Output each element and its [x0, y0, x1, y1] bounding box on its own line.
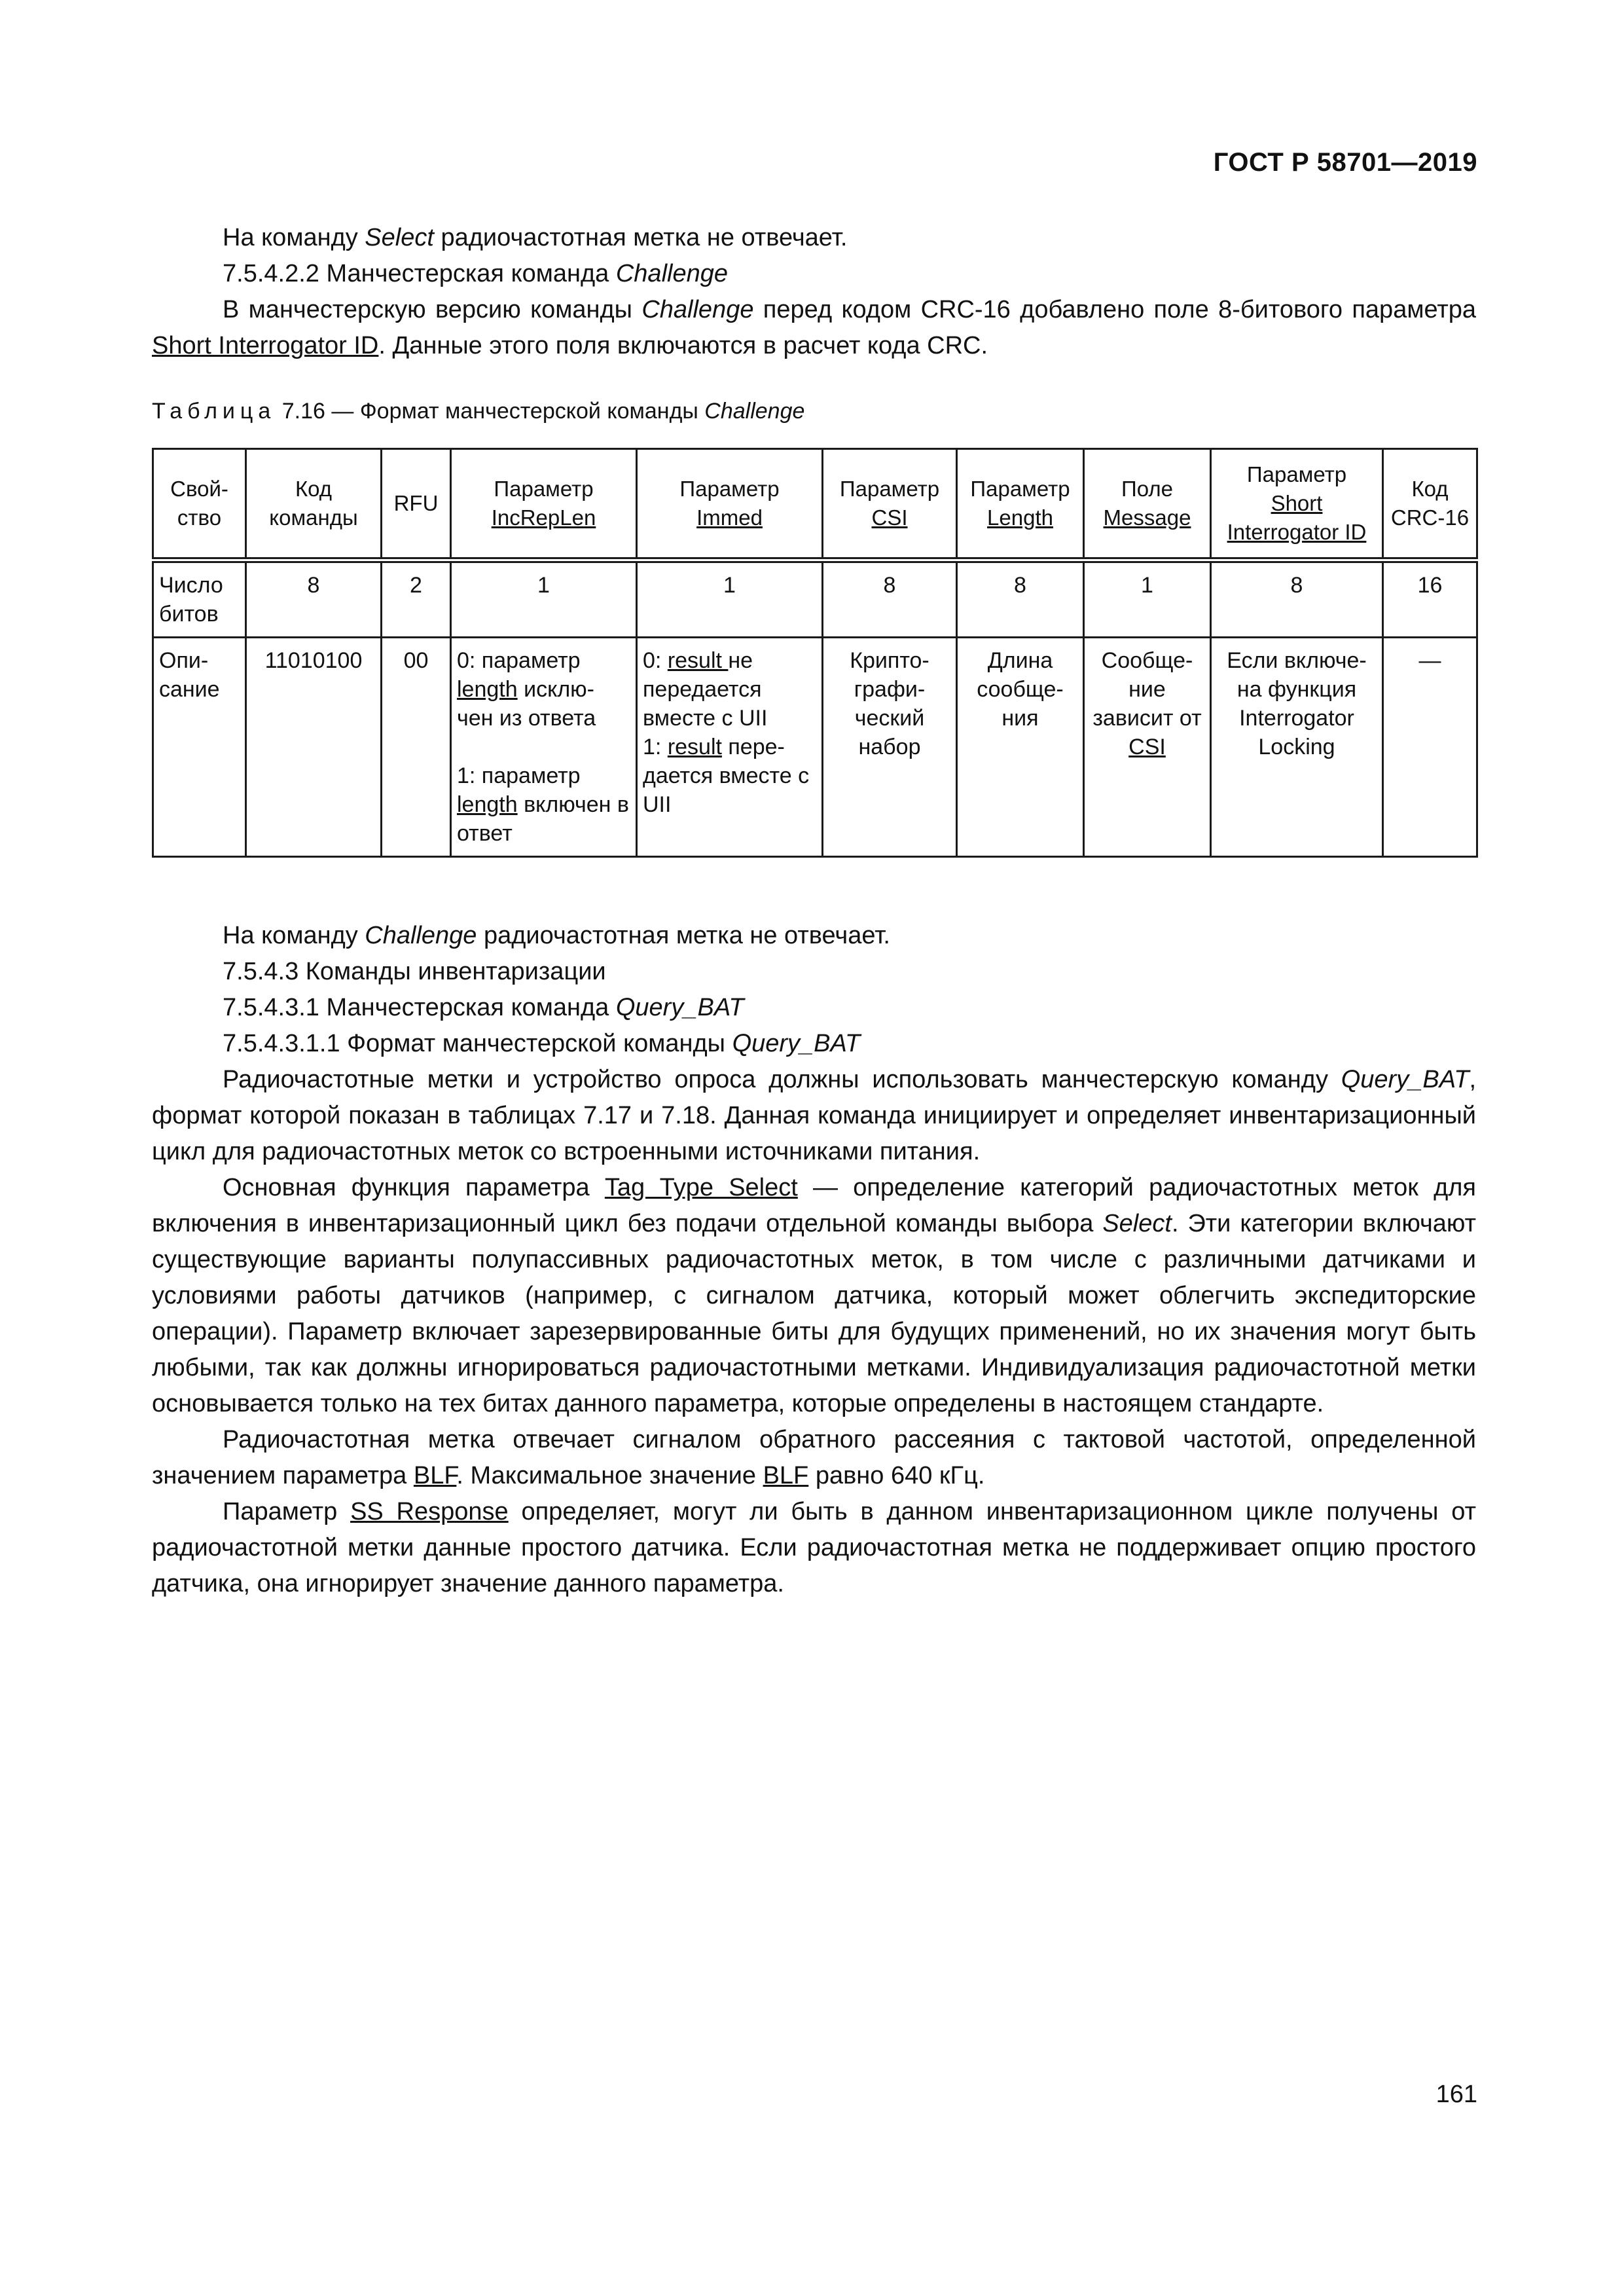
- header-cell: Свой-ство: [153, 449, 246, 560]
- paragraph: Параметр SS Response определяет, могут ли быть в данном инвентаризационном цикле получены от радиочастотной метки данные простого датчика. Если радиочастотная метка не поддерживает опцию простого датчика, она игнорирует значение данного параметра.: [152, 1498, 1476, 1597]
- header-cell: Поле Message: [1084, 449, 1211, 560]
- header-cell: Параметр Length: [957, 449, 1084, 560]
- header-cell: Код CRC-16: [1383, 449, 1477, 560]
- document-header: ГОСТ Р 58701—2019: [1213, 148, 1477, 177]
- body-text: [152, 918, 1476, 1602]
- table-row-description: [153, 638, 1477, 857]
- table-cell: Длина сообще-ния: [957, 638, 1084, 857]
- section-heading: 7.5.4.3.1 Манчестерская команда Query_BAT: [223, 994, 744, 1021]
- table-header-row: [153, 449, 1477, 560]
- table-cell: 2: [382, 560, 451, 638]
- paragraph: Радиочастотные метки и устройство опроса должны использовать манчестерскую команду Query_BAT, формат которой показан в таблицах 7.17 и 7.18. Данная команда инициирует и определяет инвентаризационный цикл для радиочастотных меток со встроенными источниками питания.: [152, 1066, 1476, 1165]
- paragraph: На команду Challenge радиочастотная метка не отвечает.: [223, 922, 890, 949]
- table-cell: Если включе-на функция Interrogator Locking: [1211, 638, 1383, 857]
- page-content: [152, 220, 1476, 1602]
- paragraph: Радиочастотная метка отвечает сигналом обратного рассеяния с тактовой частотой, определенной значением параметра BLF. Максимальное значение BLF равно 640 кГц.: [152, 1426, 1476, 1489]
- table-cell: 11010100: [246, 638, 382, 857]
- table-row-bits: [153, 560, 1477, 638]
- table-cell: —: [1383, 638, 1477, 857]
- table-cell: 00: [382, 638, 451, 857]
- table-cell: 0: result не передается вместе с UII 1: result пере-дается вместе с UII: [637, 638, 823, 857]
- table-cell: 8: [957, 560, 1084, 638]
- table-cell: Число битов: [153, 560, 246, 638]
- table-cell: 1: [637, 560, 823, 638]
- section-heading: 7.5.4.3.1.1 Формат манчестерской команды Query_BAT: [223, 1030, 861, 1057]
- header-cell: Параметр IncRepLen: [451, 449, 637, 560]
- table-cell: Сообще-ние зависит от CSI: [1084, 638, 1211, 857]
- paragraph: Основная функция параметра Tag Type Select — определение категорий радиочастотных меток для включения в инвентаризационный цикл без подачи отдельной команды выбора Select. Эти категории включают существующие варианты полупассивных радиочастотных меток, в том числе с различными датчиками и условиями работы датчиков (например, с сигналом датчика, который может облегчить экспедиторские операции). Параметр включает зарезервированные биты для будущих применений, но их значения могут быть любыми, так как должны игнорироваться радиочастотными метками. Индивидуализация радиочастотной метки основывается только на тех битах данного параметра, которые определены в настоящем стандарте.: [152, 1174, 1476, 1417]
- header-cell: Параметр Short Interrogator ID: [1211, 449, 1383, 560]
- section-heading: 7.5.4.3 Команды инвентаризации: [223, 958, 606, 985]
- table-cell: 16: [1383, 560, 1477, 638]
- table-cell: Крипто-графи-ческий набор: [823, 638, 957, 857]
- page-number: 161: [1435, 2081, 1477, 2108]
- paragraph: На команду Select радиочастотная метка не отвечает.: [223, 224, 848, 251]
- header-cell: Код команды: [246, 449, 382, 560]
- header-cell: RFU: [382, 449, 451, 560]
- table-cell: 0: параметр length исклю-чен из ответа 1: параметр length включен в ответ: [451, 638, 637, 857]
- table-cell: 8: [823, 560, 957, 638]
- header-cell: Параметр CSI: [823, 449, 957, 560]
- table-cell: Опи-сание: [153, 638, 246, 857]
- paragraph: В манчестерскую версию команды Challenge перед кодом CRC-16 добавлено поле 8-битового параметра Short Interrogator ID. Данные этого поля включаются в расчет кода CRC.: [152, 296, 1476, 359]
- table-cell: 8: [1211, 560, 1383, 638]
- table-caption: Таблица 7.16 — Формат манчестерской команды Challenge: [152, 399, 805, 424]
- table-cell: 1: [451, 560, 637, 638]
- table-cell: 1: [1084, 560, 1211, 638]
- header-cell: Параметр Immed: [637, 449, 823, 560]
- challenge-format-table: [152, 448, 1478, 858]
- section-heading: 7.5.4.2.2 Манчестерская команда Challenge: [223, 260, 728, 287]
- table-cell: 8: [246, 560, 382, 638]
